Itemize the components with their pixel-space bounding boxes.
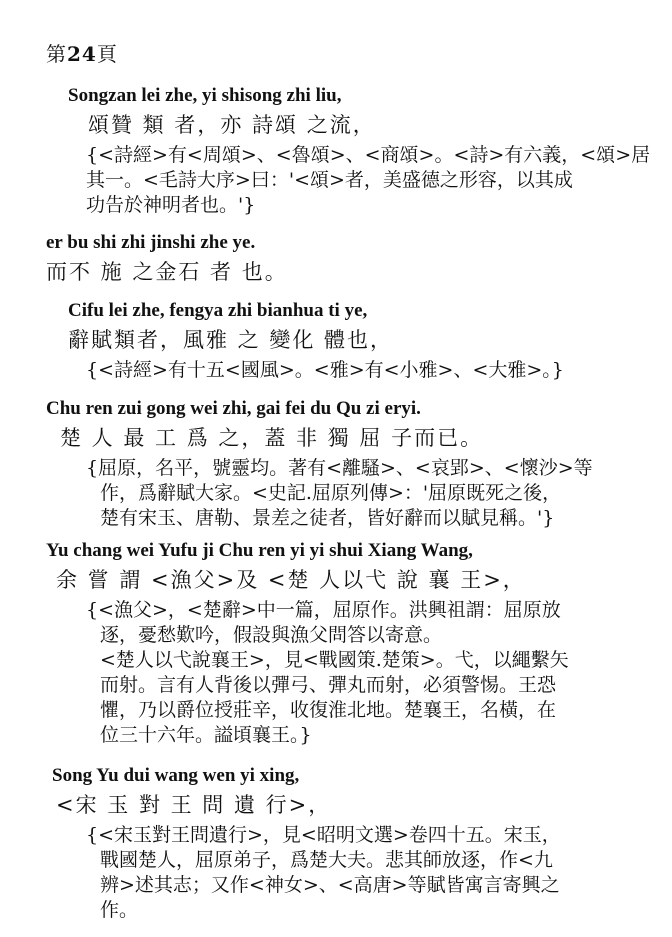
page-number: 24 [67, 42, 97, 66]
annotation-line: 戰國楚人，屈原弟子，爲楚大夫。悲其師放逐，作<九 [100, 849, 553, 871]
entry-cifu [0, 300, 672, 383]
annotation-line: {<詩經>有<周頌>、<魯頌>、<商頌>。<詩>有六義，<頌>居 [86, 144, 651, 166]
entry-chu-ren [0, 398, 672, 531]
annotation-line: 楚有宋玉、唐勒、景差之徒者，皆好辭而以賦見稱。'} [100, 507, 555, 529]
annotation-line: 辨>述其志；又作<神女>、<高唐>等賦皆寓言寄興之 [100, 874, 560, 896]
chinese-line: <宋 玉 對 王 問 遺 行>， [56, 793, 332, 817]
annotation-line: <楚人以弋說襄王>，見<戰國策.楚策>。弋，以繩繫矢 [100, 649, 569, 671]
annotation-line: 而射。言有人背後以彈弓、彈丸而射，必須警惕。王恐 [100, 674, 557, 696]
annotation-block [0, 823, 672, 923]
pinyin-line: er bu shi zhi jinshi zhe ye. [46, 232, 256, 253]
chinese-line: 楚 人 最 工 爲 之，蓋 非 獨 屈 子而已。 [60, 426, 484, 450]
pinyin-line: Chu ren zui gong wei zhi, gai fei du Qu zi eryi. [46, 398, 421, 419]
annotation-block [0, 143, 672, 218]
annotation-line: 作，爲辭賦大家。<史記.屈原列傳>：'屈原既死之後， [100, 482, 562, 504]
annotation-line: {<詩經>有十五<國風>。<雅>有<小雅>、<大雅>。} [86, 359, 564, 381]
annotation-block [0, 456, 672, 531]
pinyin-line: Yu chang wei Yufu ji Chu ren yi yi shui Xiang Wang, [46, 540, 473, 561]
chinese-line: 頌贊 類 者，亦 詩頌 之流， [88, 113, 376, 137]
pinyin-line: Songzan lei zhe, yi shisong zhi liu, [68, 85, 342, 106]
annotation-line: 位三十六年。謚頃襄王。} [100, 724, 312, 746]
chinese-line: 而不 施 之金石 者 也。 [46, 260, 288, 284]
page-prefix: 第 [46, 42, 67, 66]
annotation-line: 懼，乃以爵位授莊辛，收復淮北地。楚襄王，名橫，在 [100, 699, 557, 721]
entry-yu-chang [0, 540, 672, 748]
annotation-block [0, 358, 672, 383]
annotation-line: 逐，憂愁歎吟，假設與漁父問答以寄意。 [100, 624, 443, 646]
annotation-line: {<漁父>，<楚辭>中一篇，屈原作。洪興祖謂：屈原放 [86, 599, 561, 621]
chinese-line: 余 嘗 謂 <漁父>及 <楚 人以弋 說 襄 王>， [56, 568, 526, 592]
entry-er-bu-shi [0, 232, 672, 286]
annotation-line: 作。 [100, 899, 139, 921]
annotation-line: {屈原，名平，號靈均。著有<離騷>、<哀郢>、<懷沙>等 [86, 457, 593, 479]
annotation-line: 功告於神明者也。'} [86, 194, 256, 216]
annotation-line: 其一。<毛詩大序>曰：'<頌>者，美盛德之形容，以其成 [86, 169, 573, 191]
entry-song-yu [0, 765, 672, 923]
page-number-header [46, 38, 118, 67]
pinyin-line: Song Yu dui wang wen yi xing, [52, 765, 300, 786]
entry-songzan [0, 85, 672, 218]
chinese-line: 辭賦類者，風雅 之 變化 體也， [68, 328, 394, 352]
annotation-block [0, 598, 672, 748]
page-suffix: 頁 [96, 42, 118, 66]
annotation-line: {<宋玉對王問遺行>，見<昭明文選>卷四十五。宋玉， [86, 824, 561, 846]
pinyin-line: Cifu lei zhe, fengya zhi bianhua ti ye, [68, 300, 368, 321]
